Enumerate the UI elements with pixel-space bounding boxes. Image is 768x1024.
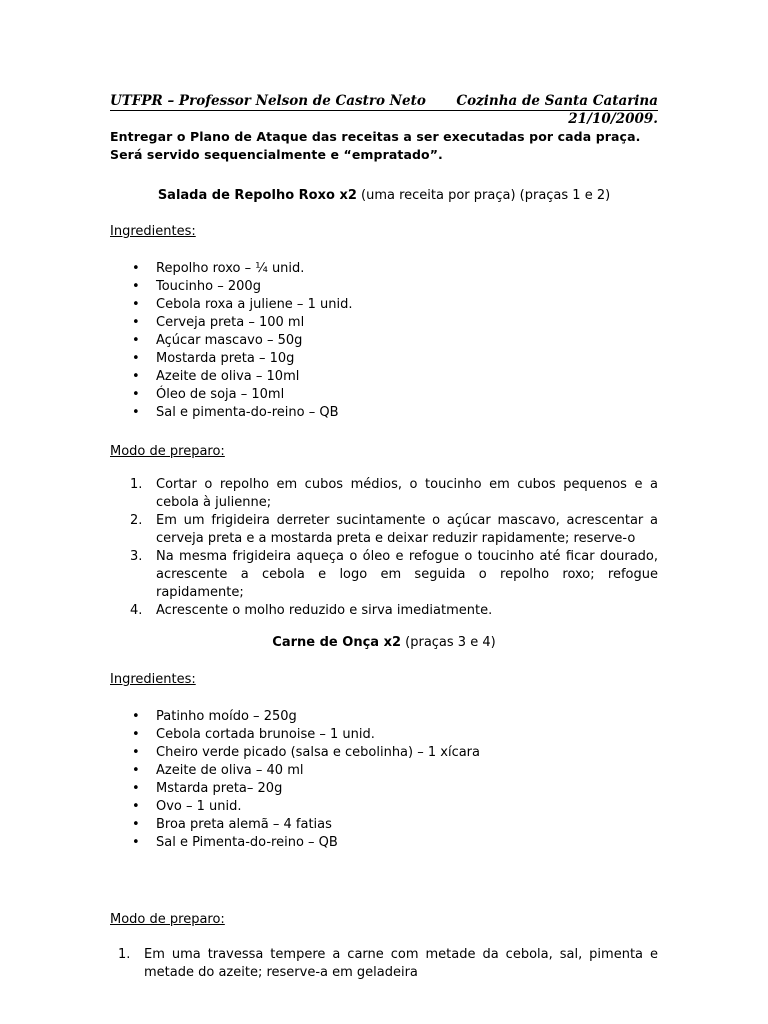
list-item: • Cebola roxa a juliene – 1 unid. (110, 296, 658, 314)
step-text: Acrescente o molho reduzido e sirva imediatmente. (156, 603, 493, 618)
ingredients-label: Ingredientes: (110, 224, 196, 239)
recipe-name: Carne de Onça x2 (272, 635, 402, 650)
ingredients-section (110, 223, 658, 241)
list-item: • Cebola cortada brunoise – 1 unid. (110, 726, 658, 744)
list-item: • Cheiro verde picado (salsa e cebolinha) – 1 xícara (110, 744, 658, 762)
recipe-salada (110, 187, 658, 205)
list-item: • Azeite de oliva – 10ml (110, 368, 658, 386)
list-item: • Broa preta alemã – 4 fatias (110, 816, 658, 834)
header-institution: UTFPR – Professor Nelson de Castro Neto (110, 93, 426, 109)
header-date: 21/10/2009. (568, 111, 658, 127)
method-steps (110, 946, 658, 982)
list-item: • Açúcar mascavo – 50g (110, 332, 658, 350)
recipe-carne (110, 634, 658, 652)
recipe-title (110, 187, 658, 205)
list-item: • Cerveja preta – 100 ml (110, 314, 658, 332)
ingredients-list (110, 260, 658, 422)
list-item: • Mostarda preta – 10g (110, 350, 658, 368)
list-item: • Óleo de soja – 10ml (110, 386, 658, 404)
list-item: • Patinho moído – 250g (110, 708, 658, 726)
method-label: Modo de preparo: (110, 444, 225, 459)
instructions (110, 128, 658, 164)
step-text: Em uma travessa tempere a carne com metade da cebola, sal, pimenta e metade do azeite; reserve-a em geladeira (144, 947, 658, 980)
instruction-line: Entregar o Plano de Ataque das receitas a ser executadas por cada praça. (110, 129, 641, 144)
document-header (110, 92, 658, 128)
list-item: • Ovo – 1 unid. (110, 798, 658, 816)
step-item: 1. Cortar o repolho em cubos médios, o toucinho em cubos pequenos e a cebola à julienne; (130, 477, 658, 510)
list-item: • Azeite de oliva – 40 ml (110, 762, 658, 780)
ingredients-list (110, 708, 658, 852)
step-item: 1. Em uma travessa tempere a carne com metade da cebola, sal, pimenta e metade do azeite; reserve-a em geladeira (118, 947, 658, 980)
instruction-line: Será servido sequencialmente e “empratado”. (110, 147, 443, 162)
recipe-subtitle: (uma receita por praça) (praças 1 e 2) (356, 188, 611, 203)
recipe-name: Salada de Repolho Roxo x2 (157, 188, 357, 203)
list-item: • Sal e Pimenta-do-reino – QB (110, 834, 658, 852)
step-text: Cortar o repolho em cubos médios, o toucinho em cubos pequenos e a cebola à julienne; (156, 477, 658, 510)
method-section (110, 443, 658, 461)
method-label: Modo de preparo: (110, 912, 225, 927)
method-steps (110, 476, 658, 620)
list-item: • Toucinho – 200g (110, 278, 658, 296)
document-page (110, 92, 658, 164)
list-item: • Sal e pimenta-do-reino – QB (110, 404, 658, 422)
step-text: Em um frigideira derreter sucintamente o açúcar mascavo, acrescentar a cerveja preta e a mostarda preta e deixar reduzir rapidamente; reserve-o (156, 513, 658, 546)
ingredients-section (110, 671, 658, 689)
step-item: 2. Em um frigideira derreter sucintamente o açúcar mascavo, acrescentar a cerveja preta e a mostarda preta e deixar reduzir rapidamente; reserve-o (130, 513, 658, 546)
step-text: Na mesma frigideira aqueça o óleo e refogue o toucinho até ficar dourado, acrescente a cebola e logo em seguida o repolho roxo; refogue rapidamente; (156, 549, 658, 600)
recipe-subtitle: (praças 3 e 4) (401, 635, 496, 650)
list-item: • Repolho roxo – ¼ unid. (110, 260, 658, 278)
ingredients-label: Ingredientes: (110, 672, 196, 687)
header-course: Cozinha de Santa Catarina (456, 93, 658, 109)
recipe-title (110, 634, 658, 652)
step-item: 4. Acrescente o molho reduzido e sirva imediatmente. (130, 603, 493, 618)
step-item: 3. Na mesma frigideira aqueça o óleo e refogue o toucinho até ficar dourado, acrescente a cebola e logo em seguida o repolho roxo; refogue rapidamente; (130, 549, 658, 600)
method-section (110, 911, 658, 929)
list-item: • Mstarda preta– 20g (110, 780, 658, 798)
